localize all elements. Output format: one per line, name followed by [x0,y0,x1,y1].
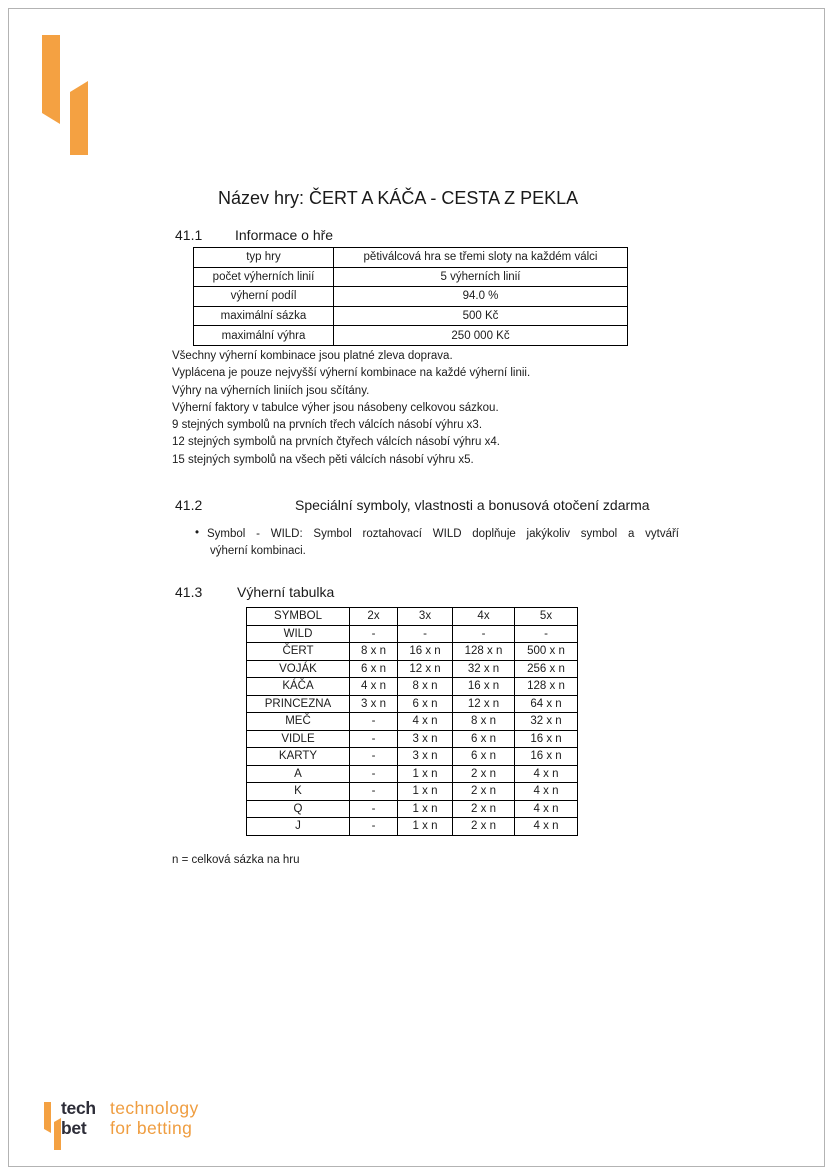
section-2-number: 41.2 [175,497,203,513]
paytable-row [247,713,578,731]
techbet-logo-icon [40,30,90,158]
paytable-value-cell: - [350,748,398,766]
info-table-row [194,326,628,346]
rule-line: 9 stejných symbolů na prvních třech válcích násobí výhru x3. [172,419,483,432]
paytable-value-cell: 2 x n [453,765,515,783]
paytable-symbol-cell: KARTY [247,748,350,766]
paytable-body [247,625,578,835]
paytable-value-cell: 1 x n [398,818,453,836]
paytable-value-cell: 3 x n [398,730,453,748]
info-label-cell: typ hry [194,248,334,268]
rule-line: Výhry na výherních liniích jsou sčítány. [172,384,370,397]
paytable-symbol-cell: VOJÁK [247,660,350,678]
game-info-table [193,247,628,346]
paytable-header-cell: 5x [515,608,578,626]
rule-line: 15 stejných symbolů na všech pěti válcích násobí výhru x5. [172,453,474,466]
paytable-value-cell: 8 x n [398,678,453,696]
info-value-cell: 250 000 Kč [334,326,628,346]
paytable-value-cell: - [515,625,578,643]
techbet-footer-logo-icon [43,1100,63,1152]
paytable-row [247,695,578,713]
paytable-row [247,660,578,678]
rule-line: Vyplácena je pouze nejvyšší výherní kombinace na každé výherní linii. [172,367,531,380]
paytable-row [247,748,578,766]
wild-bullet-line-2: výherní kombinaci. [210,545,306,557]
paytable-value-cell: - [350,783,398,801]
paytable-value-cell: 2 x n [453,800,515,818]
info-label-cell: počet výherních linií [194,267,334,287]
paytable-value-cell: 32 x n [453,660,515,678]
paytable-value-cell: 2 x n [453,783,515,801]
paytable-symbol-cell: WILD [247,625,350,643]
paytable-symbol-cell: MEČ [247,713,350,731]
wild-bullet-line-1: Symbol - WILD: Symbol roztahovací WILD doplňuje jakýkoliv symbol a vytváří [207,528,679,540]
paytable-row [247,818,578,836]
info-table-row [194,248,628,268]
paytable-row [247,783,578,801]
paytable-header-cell: 4x [453,608,515,626]
paytable-value-cell: 4 x n [515,818,578,836]
paytable-value-cell: 4 x n [515,800,578,818]
paytable-value-cell: 4 x n [515,783,578,801]
paytable-symbol-cell: A [247,765,350,783]
paytable-value-cell: 3 x n [350,695,398,713]
paytable-value-cell: 8 x n [350,643,398,661]
info-label-cell: maximální výhra [194,326,334,346]
paytable-value-cell: 6 x n [453,748,515,766]
info-label-cell: výherní podíl [194,287,334,307]
paytable-header-cell: 3x [398,608,453,626]
wild-symbol-bullet [207,526,679,560]
paytable-value-cell: 4 x n [398,713,453,731]
section-2-heading: Speciální symboly, vlastnosti a bonusová otočení zdarma [295,497,650,513]
info-value-cell: 5 výherních linií [334,267,628,287]
page-title: Název hry: ČERT A KÁČA - CESTA Z PEKLA [218,188,579,208]
section-1-heading: Informace o hře [235,227,334,243]
paytable-value-cell: 1 x n [398,783,453,801]
paytable-symbol-cell: J [247,818,350,836]
paytable-row [247,765,578,783]
paytable-symbol-cell: K [247,783,350,801]
paytable-row [247,625,578,643]
info-table-row [194,306,628,326]
paytable-header-cell: SYMBOL [247,608,350,626]
paytable-value-cell: 8 x n [453,713,515,731]
rule-line: 12 stejných symbolů na prvních čtyřech válcích násobí výhru x4. [172,436,500,449]
paytable-value-cell: - [350,800,398,818]
paytable-header-row [247,608,578,626]
paytable-value-cell: 16 x n [398,643,453,661]
brand-word-tech: tech [61,1098,96,1118]
brand-word-technology: technology [110,1098,199,1118]
paytable-value-cell: 16 x n [515,748,578,766]
paytable-value-cell: 1 x n [398,800,453,818]
brand-word-bet: bet [61,1118,87,1138]
info-value-cell: pětiválcová hra se třemi sloty na každém válci [334,248,628,268]
paytable-value-cell: - [350,818,398,836]
info-table-body [194,248,628,346]
info-value-cell: 500 Kč [334,306,628,326]
paytable-symbol-cell: ČERT [247,643,350,661]
paytable-value-cell: 500 x n [515,643,578,661]
paytable-value-cell: - [350,625,398,643]
info-value-cell: 94.0 % [334,287,628,307]
footer-brand [61,1098,199,1138]
rule-line: Všechny výherní kombinace jsou platné zleva doprava. [172,350,453,362]
section-3-number: 41.3 [175,584,203,600]
info-table-row [194,287,628,307]
paytable-value-cell: 2 x n [453,818,515,836]
paytable-value-cell: 3 x n [398,748,453,766]
paytable-symbol-cell: PRINCEZNA [247,695,350,713]
paytable-row [247,730,578,748]
paytable-value-cell: - [398,625,453,643]
paytable-value-cell: 128 x n [453,643,515,661]
paytable-symbol-cell: VIDLE [247,730,350,748]
paytable-row [247,678,578,696]
paytable-row [247,800,578,818]
section-1-number: 41.1 [175,227,203,243]
paytable-value-cell: - [350,765,398,783]
paytable-note: n = celková sázka na hru [172,854,300,866]
section-3-heading: Výherní tabulka [237,584,335,600]
paytable-value-cell: 4 x n [350,678,398,696]
rule-line: Výherní faktory v tabulce výher jsou násobeny celkovou sázkou. [172,401,499,414]
paytable-row [247,643,578,661]
page-border [8,8,825,1167]
paytable-value-cell: 128 x n [515,678,578,696]
info-table-row [194,267,628,287]
rules-paragraph [172,348,530,469]
paytable-value-cell: 4 x n [515,765,578,783]
paytable-value-cell: 64 x n [515,695,578,713]
paytable-value-cell: 16 x n [453,678,515,696]
paytable-value-cell: 6 x n [453,730,515,748]
paytable-value-cell: 6 x n [350,660,398,678]
paytable-value-cell: 6 x n [398,695,453,713]
paytable-header-cell: 2x [350,608,398,626]
paytable-value-cell: - [350,730,398,748]
info-label-cell: maximální sázka [194,306,334,326]
paytable-value-cell: - [453,625,515,643]
brand-word-for-betting: for betting [110,1118,193,1138]
paytable-value-cell: 1 x n [398,765,453,783]
paytable [246,607,578,836]
paytable-symbol-cell: Q [247,800,350,818]
paytable-symbol-cell: KÁČA [247,678,350,696]
paytable-value-cell: 32 x n [515,713,578,731]
bullet-marker: • [195,527,200,539]
paytable-value-cell: 12 x n [453,695,515,713]
paytable-value-cell: 256 x n [515,660,578,678]
paytable-value-cell: 12 x n [398,660,453,678]
paytable-value-cell: - [350,713,398,731]
paytable-value-cell: 16 x n [515,730,578,748]
